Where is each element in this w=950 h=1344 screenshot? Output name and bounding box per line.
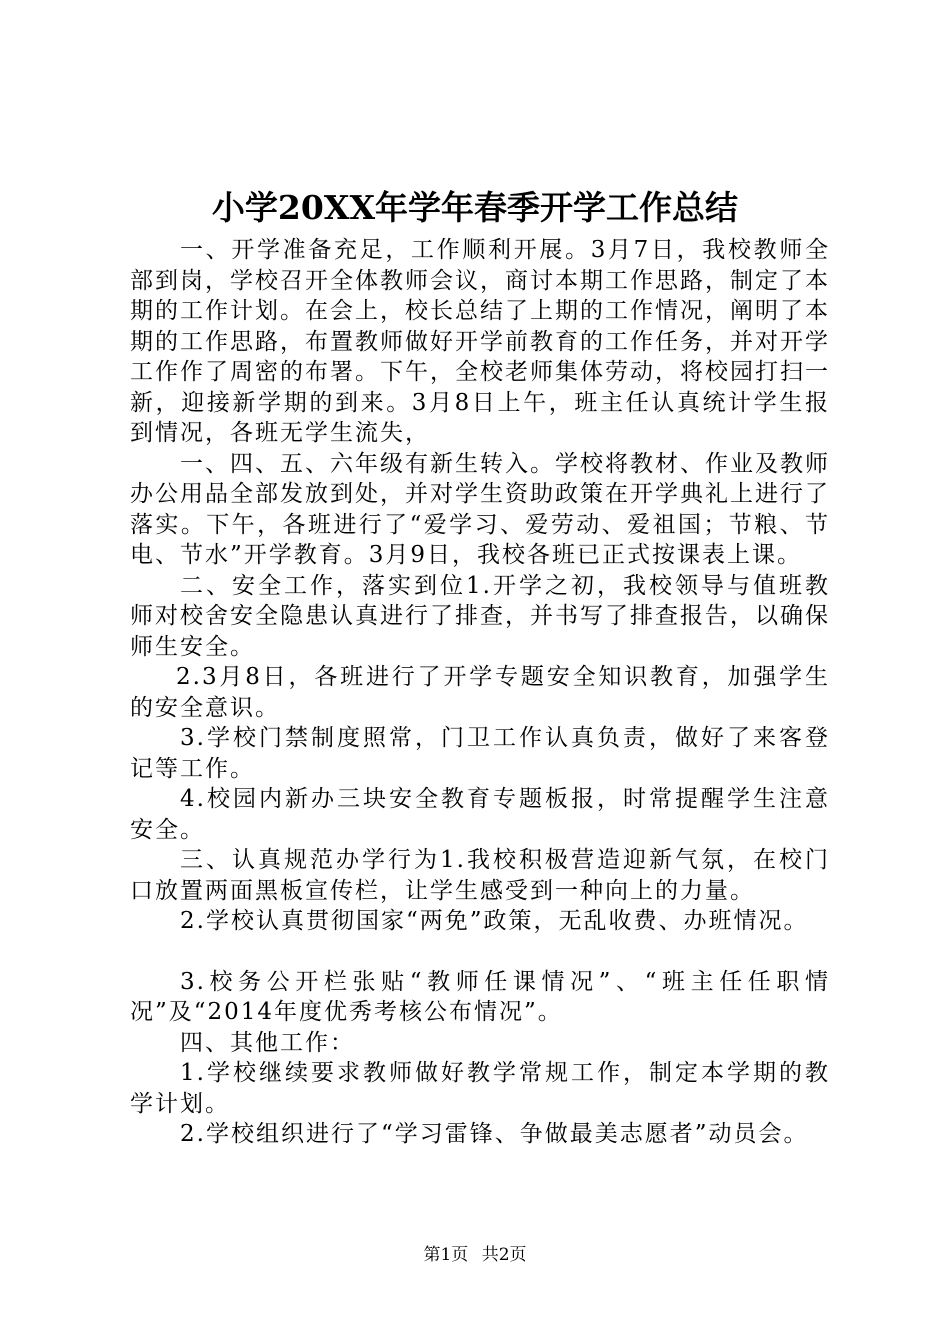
paragraph-safety-education: 2.3月8日，各班进行了开学专题安全知识教育，加强学生的安全意识。: [130, 664, 830, 721]
paragraph-fee-policy: 2.学校认真贯彻国家“两免”政策，无乱收费、办班情况。: [180, 908, 809, 934]
paragraph-public-notice: 3.校务公开栏张贴“教师任课情况”、“班主任任职情况”及“2014年度优秀考核公布情况”。: [130, 968, 830, 1025]
document-title: 小学20XX年学年春季开学工作总结: [211, 188, 739, 227]
paragraph-access-control: 3.学校门禁制度照常，门卫工作认真负责，做好了来客登记等工作。: [130, 725, 830, 782]
paragraph-opening-preparation: 一、开学准备充足，工作顺利开展。3月7日，我校教师全部到岗，学校召开全体教师会议，商讨本期工作思路，制定了本期的工作计划。在会上，校长总结了上期的工作情况，阐明了本期的工作思路，布置教师做好开学前教育的工作任务，并对开学工作作了周密的布署。下午，全校老师集体劳动，将校园打扫一新，迎接新学期的到来。3月8日上午，班主任认真统计学生报到情况，各班无学生流失，: [130, 237, 830, 446]
paragraph-volunteer-meeting: 2.学校组织进行了“学习雷锋、争做最美志愿者”动员会。: [180, 1121, 809, 1147]
paragraph-new-students: 一、四、五、六年级有新生转入。学校将教材、作业及教师办公用品全部发放到处，并对学生资助政策在开学典礼上进行了落实。下午，各班进行了“爱学习、爱劳动、爱祖国；节粮、节电、节水”开学教育。3月9日，我校各班已正式按课表上课。: [130, 450, 830, 568]
page-number-current: 第1页: [423, 1245, 469, 1265]
paragraph-teaching-plan: 1.学校继续要求教师做好教学常规工作，制定本学期的教学计划。: [130, 1060, 830, 1117]
page-footer: [0, 1244, 950, 1266]
document-body: [130, 235, 830, 1150]
paragraph-school-conduct: 三、认真规范办学行为1.我校积极营造迎新气氛，在校门口放置两面黑板宣传栏，让学生感受到一种向上的力量。: [130, 847, 830, 904]
paragraph-blackboards: 4.校园内新办三块安全教育专题板报，时常提醒学生注意安全。: [130, 786, 830, 843]
page-number-total: 共2页: [481, 1245, 527, 1265]
paragraph-other-work-heading: 四、其他工作：: [180, 1029, 355, 1056]
paragraph-safety-work: 二、安全工作，落实到位1.开学之初，我校领导与值班教师对校舍安全隐患认真进行了排查，并书写了排查报告，以确保师生安全。: [130, 572, 830, 660]
